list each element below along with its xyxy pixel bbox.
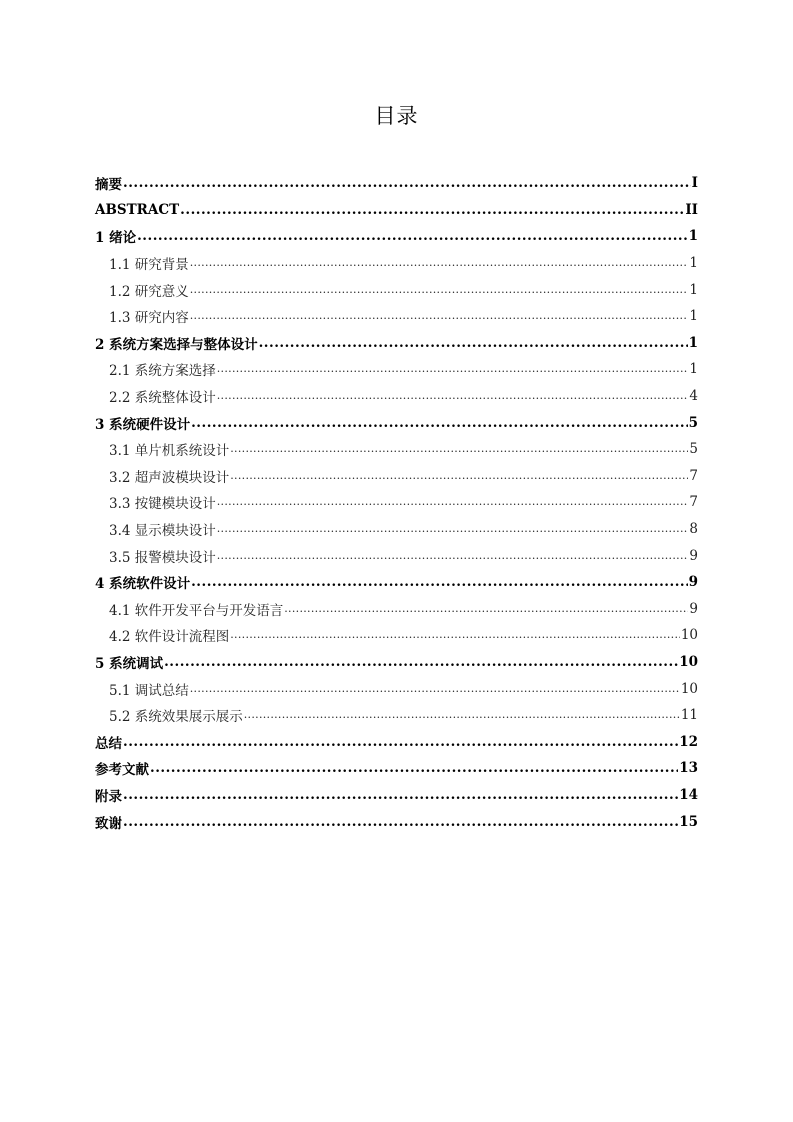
toc-entry[interactable] — [95, 170, 698, 197]
toc-dot-leader — [123, 815, 678, 829]
toc-entry-page-number: II — [685, 201, 698, 218]
toc-dot-leader — [259, 336, 688, 350]
toc-list — [95, 170, 698, 835]
toc-entry-page-number: 8 — [689, 521, 698, 538]
toc-entry-label: 3.5 报警模块设计 — [109, 549, 216, 566]
toc-entry-page-number: 9 — [689, 547, 698, 564]
toc-entry-label: 5.1 调试总结 — [109, 682, 189, 699]
toc-dot-leader — [230, 442, 688, 456]
toc-dot-leader — [230, 469, 688, 483]
toc-entry[interactable] — [95, 330, 698, 357]
toc-entry-label: 3.3 按键模块设计 — [109, 496, 216, 513]
toc-entry-page-number: 13 — [679, 760, 698, 777]
toc-entry[interactable] — [95, 250, 698, 277]
toc-entry-page-number: 1 — [689, 255, 698, 272]
toc-entry[interactable] — [95, 223, 698, 250]
toc-dot-leader — [284, 602, 688, 616]
toc-entry-page-number: 1 — [688, 334, 698, 351]
toc-dot-leader — [217, 549, 689, 563]
toc-entry[interactable] — [95, 569, 698, 596]
toc-dot-leader — [123, 735, 678, 749]
toc-entry-page-number: 9 — [688, 574, 698, 591]
toc-entry-label: 5 系统调试 — [95, 655, 164, 672]
toc-entry[interactable] — [95, 356, 698, 383]
toc-entry-label: ABSTRACT — [95, 201, 180, 218]
toc-entry-label: 致谢 — [95, 815, 122, 832]
toc-entry[interactable] — [95, 516, 698, 543]
toc-entry-page-number: 4 — [689, 388, 698, 405]
toc-dot-leader — [150, 761, 678, 775]
toc-entry-label: 参考文献 — [95, 762, 149, 779]
toc-entry-page-number: I — [691, 175, 698, 192]
toc-entry[interactable] — [95, 728, 698, 755]
toc-entry-label: 附录 — [95, 788, 122, 805]
toc-entry-page-number: 9 — [689, 600, 698, 617]
toc-entry[interactable] — [95, 409, 698, 436]
toc-entry-label: 4.2 软件设计流程图 — [109, 629, 230, 646]
toc-title: 目录 — [374, 104, 419, 128]
toc-entry[interactable] — [95, 303, 698, 330]
toc-entry-page-number: 1 — [689, 308, 698, 325]
toc-entry[interactable] — [95, 675, 698, 702]
toc-dot-leader — [217, 362, 689, 376]
toc-entry-label: 3.4 显示模块设计 — [109, 523, 216, 540]
toc-entry-page-number: 5 — [688, 414, 698, 431]
toc-dot-leader — [191, 575, 688, 589]
toc-entry[interactable] — [95, 276, 698, 303]
toc-dot-leader — [123, 788, 678, 802]
toc-entry-page-number: 15 — [679, 813, 698, 830]
toc-entry[interactable] — [95, 596, 698, 623]
toc-dot-leader — [123, 176, 691, 190]
toc-entry-label: 1.3 研究内容 — [109, 310, 189, 327]
toc-dot-leader — [164, 655, 678, 669]
toc-dot-leader — [190, 283, 689, 297]
toc-dot-leader — [217, 522, 689, 536]
toc-entry-label: 3.1 单片机系统设计 — [109, 443, 230, 460]
toc-entry-label: 摘要 — [95, 177, 122, 194]
toc-dot-leader — [191, 416, 688, 430]
toc-entry-label: 1.2 研究意义 — [109, 283, 189, 300]
toc-entry[interactable] — [95, 463, 698, 490]
toc-entry-label: 2.1 系统方案选择 — [109, 363, 216, 380]
toc-entry[interactable] — [95, 383, 698, 410]
toc-entry-page-number: 12 — [679, 733, 698, 750]
toc-entry-label: 总结 — [95, 735, 122, 752]
toc-dot-leader — [137, 229, 688, 243]
toc-entry[interactable] — [95, 782, 698, 809]
toc-entry-page-number: 7 — [689, 467, 698, 484]
toc-entry-label: 1 绪论 — [95, 230, 137, 247]
toc-entry-label: 1.1 研究背景 — [109, 257, 189, 274]
toc-entry[interactable] — [95, 197, 698, 224]
toc-entry-page-number: 1 — [689, 281, 698, 298]
toc-dot-leader — [244, 708, 680, 722]
toc-entry-label: 3 系统硬件设计 — [95, 416, 191, 433]
toc-entry-label: 2.2 系统整体设计 — [109, 390, 216, 407]
toc-entry-label: 5.2 系统效果展示展示 — [109, 709, 243, 726]
toc-entry-page-number: 10 — [679, 653, 698, 670]
toc-entry[interactable] — [95, 489, 698, 516]
toc-entry[interactable] — [95, 649, 698, 676]
toc-dot-leader — [190, 682, 680, 696]
toc-dot-leader — [217, 389, 689, 403]
toc-dot-leader — [230, 628, 680, 642]
toc-entry-label: 2 系统方案选择与整体设计 — [95, 336, 258, 353]
toc-entry[interactable] — [95, 808, 698, 835]
toc-entry[interactable] — [95, 436, 698, 463]
toc-entry-label: 4.1 软件开发平台与开发语言 — [109, 602, 284, 619]
toc-entry-page-number: 1 — [689, 361, 698, 378]
toc-entry[interactable] — [95, 702, 698, 729]
toc-entry[interactable] — [95, 622, 698, 649]
toc-dot-leader — [217, 495, 689, 509]
toc-dot-leader — [180, 203, 684, 217]
toc-dot-leader — [190, 309, 689, 323]
toc-entry-label: 3.2 超声波模块设计 — [109, 469, 230, 486]
toc-entry-page-number: 5 — [689, 441, 698, 458]
toc-dot-leader — [190, 256, 689, 270]
toc-entry-page-number: 10 — [680, 680, 698, 697]
toc-entry-page-number: 7 — [689, 494, 698, 511]
toc-entry-page-number: 14 — [679, 786, 698, 803]
toc-entry[interactable] — [95, 542, 698, 569]
toc-entry[interactable] — [95, 755, 698, 782]
toc-entry-label: 4 系统软件设计 — [95, 576, 191, 593]
toc-entry-page-number: 1 — [688, 228, 698, 245]
toc-entry-page-number: 10 — [680, 627, 698, 644]
toc-entry-page-number: 11 — [680, 707, 698, 724]
